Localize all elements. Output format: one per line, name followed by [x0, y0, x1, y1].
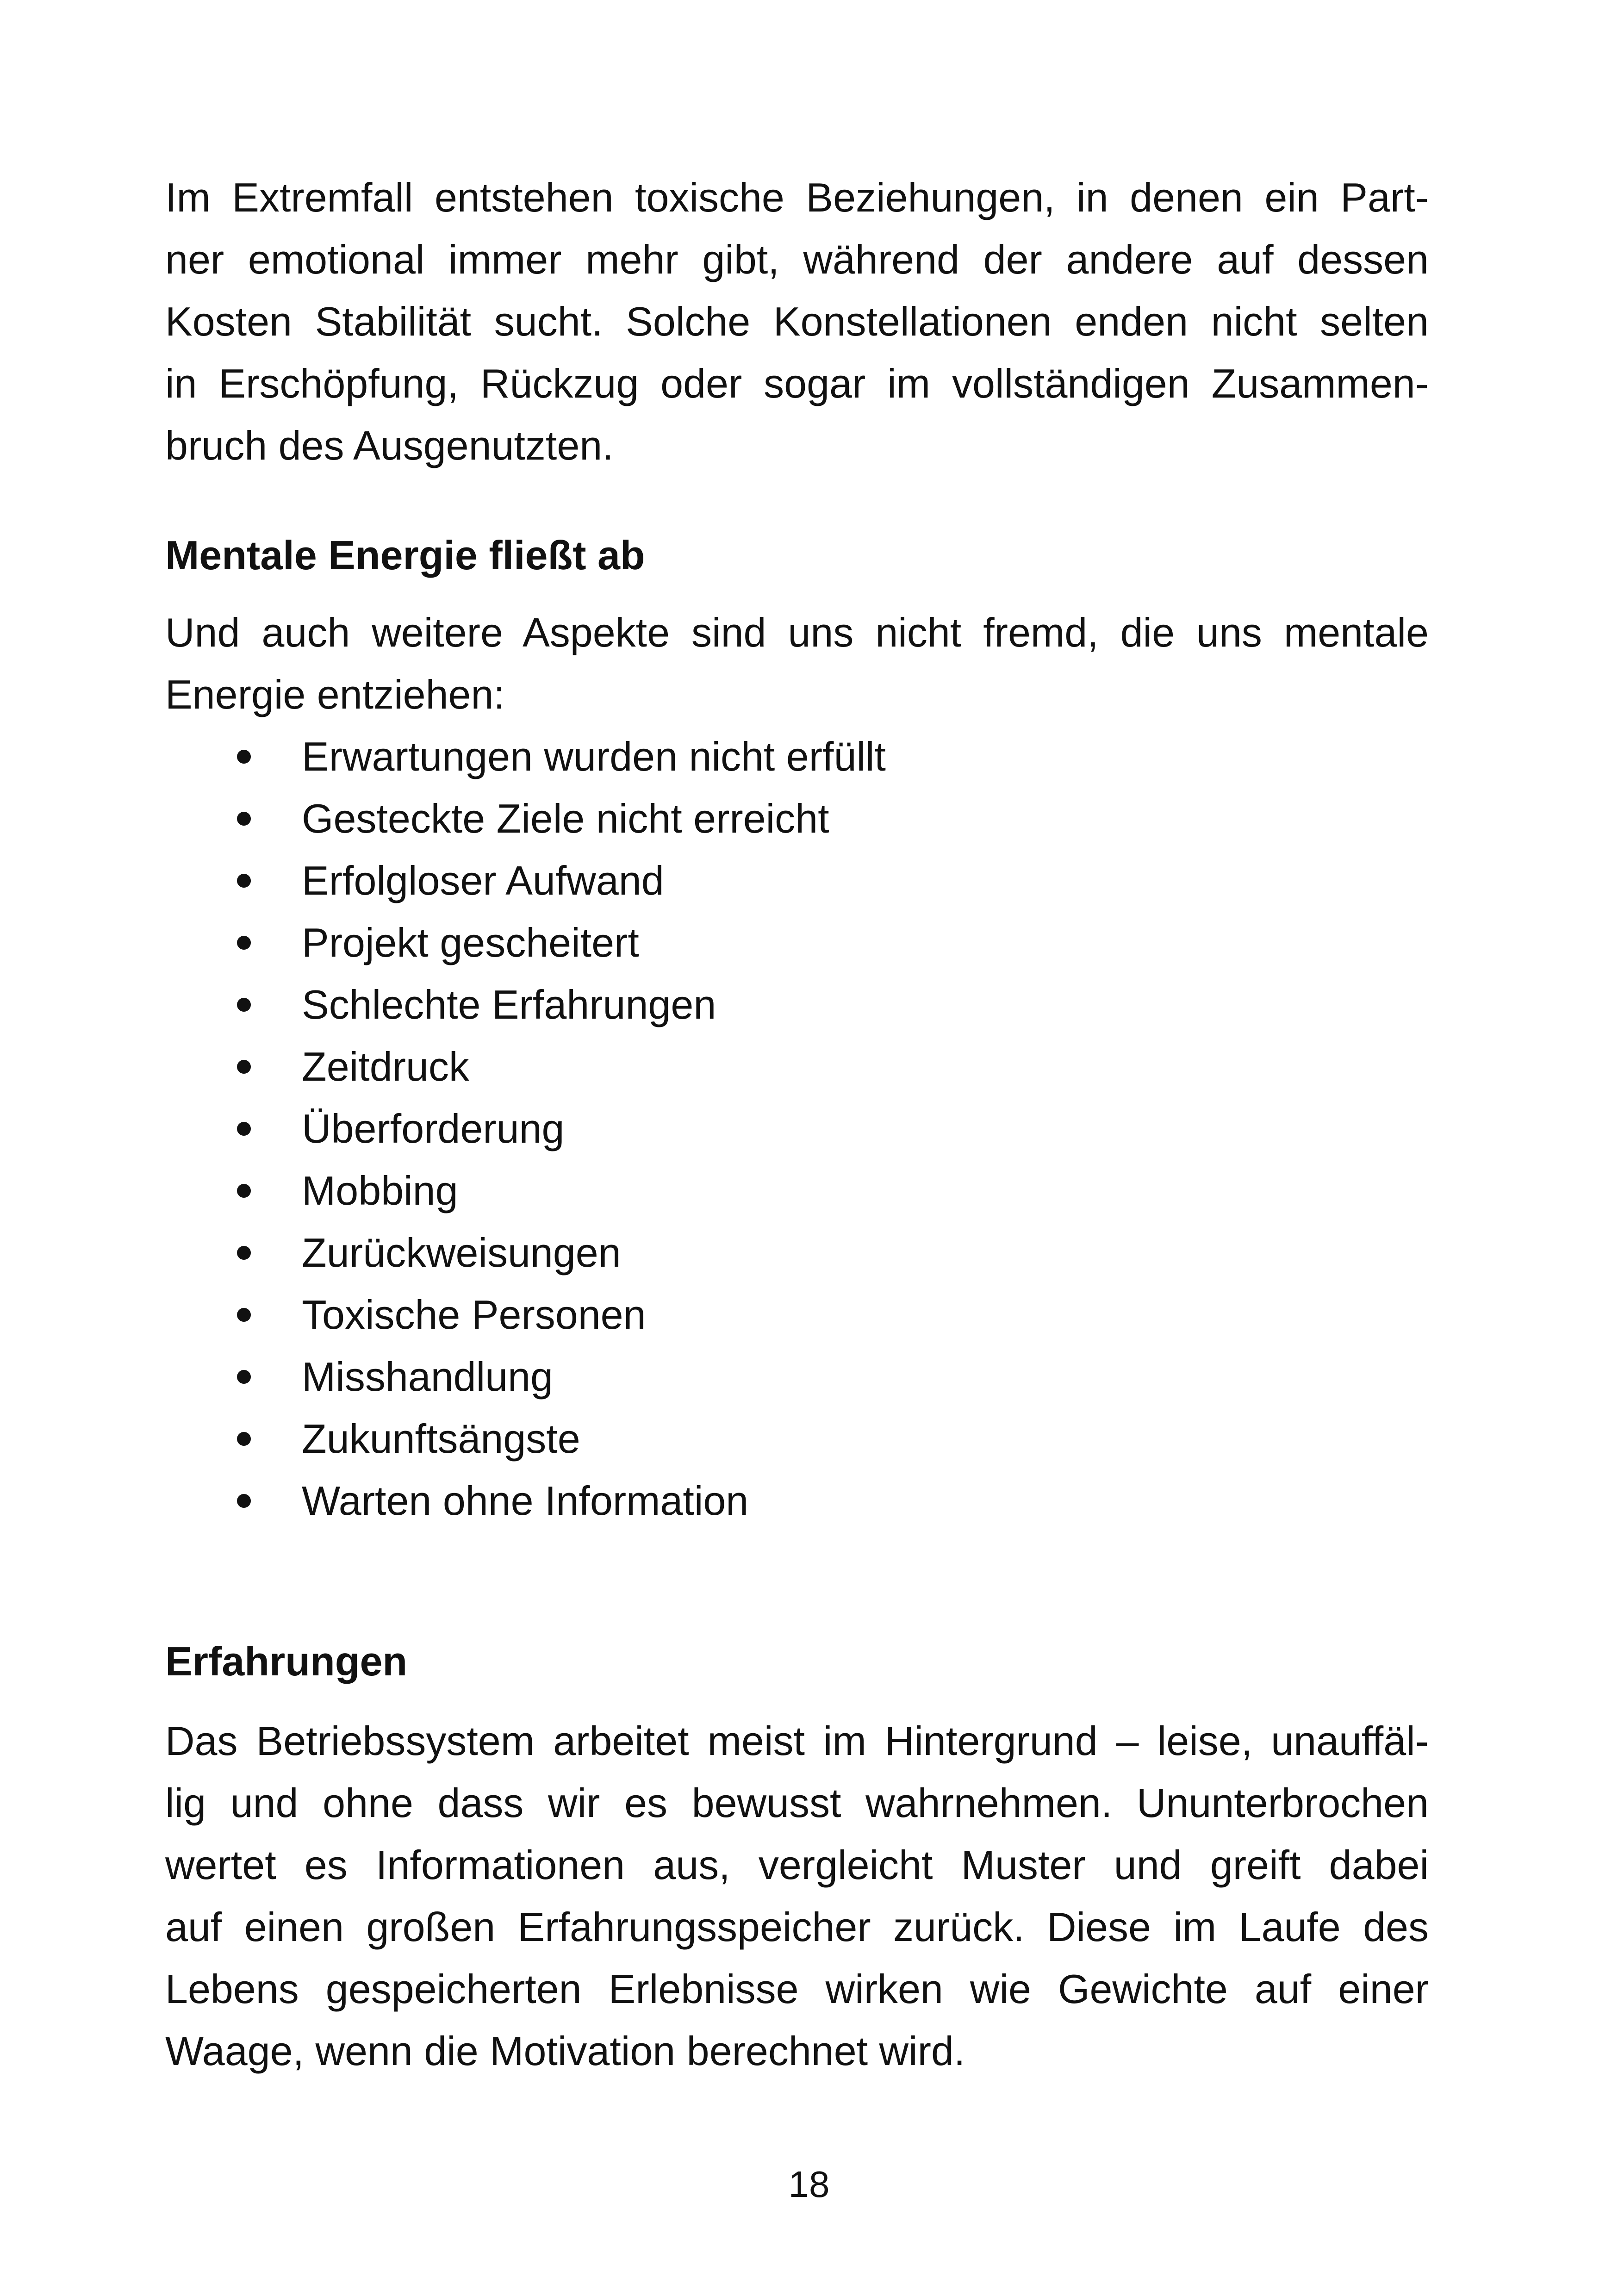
- list-item-text: Zurückweisungen: [302, 1230, 621, 1276]
- section-heading-mentale-energie: Mentale Energie fließt ab: [165, 532, 645, 578]
- list-item: [165, 850, 886, 912]
- paragraph-line: Lebens gespeicherten Erlebnisse wirken wie Gewichte auf einer: [165, 1966, 1429, 2012]
- paragraph-text: [165, 1710, 1429, 2082]
- list-item: [165, 1222, 886, 1284]
- paragraph-line: auf einen großen Erfahrungsspeicher zurück. Diese im Laufe des: [165, 1904, 1429, 1950]
- list-item: [165, 1408, 886, 1470]
- bullet-icon: [237, 750, 251, 764]
- list-item: [165, 1346, 886, 1408]
- list-item: [165, 1098, 886, 1160]
- list-item-text: Warten ohne Information: [302, 1478, 749, 1524]
- section-heading-erfahrungen: Erfahrungen: [165, 1638, 408, 1684]
- bullet-icon: [237, 1308, 251, 1322]
- list-item-text: Schlechte Erfahrungen: [302, 982, 716, 1027]
- bullet-icon: [237, 1122, 251, 1136]
- bullet-icon: [237, 1060, 251, 1074]
- list-item: [165, 974, 886, 1036]
- paragraph-line: wertet es Informationen aus, vergleicht Muster und greift dabei: [165, 1842, 1429, 1888]
- list-item-text: Mobbing: [302, 1168, 458, 1213]
- list-item-text: Projekt gescheitert: [302, 920, 639, 965]
- bullet-icon: [237, 936, 251, 950]
- paragraph-line: Im Extremfall entstehen toxische Beziehungen, in denen ein Part-: [165, 174, 1429, 220]
- list-item: [165, 726, 886, 788]
- list-item-text: Zukunftsängste: [302, 1416, 580, 1462]
- bullet-icon: [237, 998, 251, 1012]
- list-item: [165, 1470, 886, 1532]
- paragraph-line: bruch des Ausgenutzten.: [165, 423, 614, 468]
- paragraph-intro: [165, 167, 1429, 477]
- bullet-icon: [237, 1432, 251, 1446]
- bullet-icon: [237, 1370, 251, 1384]
- list-item-text: Misshandlung: [302, 1354, 553, 1400]
- list-item-text: Erfolgloser Aufwand: [302, 858, 664, 903]
- paragraph-line: Kosten Stabilität sucht. Solche Konstellationen enden nicht selten: [165, 299, 1429, 344]
- list-item: [165, 912, 886, 974]
- list-item-text: Erwartungen wurden nicht erfüllt: [302, 734, 886, 779]
- bullet-icon: [237, 1246, 251, 1260]
- paragraph-line: in Erschöpfung, Rückzug oder sogar im vollständigen Zusammen-: [165, 361, 1429, 406]
- paragraph-text: [165, 167, 1429, 477]
- list-item-text: Überforderung: [302, 1106, 565, 1151]
- bullet-icon: [237, 1494, 251, 1508]
- list-item: [165, 1036, 886, 1098]
- paragraph-line: Das Betriebssystem arbeitet meist im Hintergrund – leise, unauffäl-: [165, 1718, 1429, 1764]
- section-intro: [165, 602, 1429, 726]
- list-item-text: Zeitdruck: [302, 1044, 469, 1089]
- bullet-icon: [237, 812, 251, 826]
- paragraph-line: lig und ohne dass wir es bewusst wahrnehmen. Ununterbrochen: [165, 1780, 1429, 1826]
- bullet-list: [165, 726, 886, 1532]
- paragraph-line: Waage, wenn die Motivation berechnet wird.: [165, 2028, 965, 2074]
- paragraph-line: Energie entziehen:: [165, 672, 505, 717]
- bullet-icon: [237, 1184, 251, 1198]
- paragraph-line: Und auch weitere Aspekte sind uns nicht fremd, die uns mentale: [165, 610, 1429, 655]
- page-number: 18: [788, 2164, 830, 2205]
- list-item: [165, 788, 886, 850]
- paragraph-erfahrungen: [165, 1710, 1429, 2082]
- list-item: [165, 1284, 886, 1346]
- list-item-text: Toxische Personen: [302, 1292, 646, 1338]
- paragraph-line: ner emotional immer mehr gibt, während der andere auf dessen: [165, 236, 1429, 282]
- list-item: [165, 1160, 886, 1222]
- list-item-text: Gesteckte Ziele nicht erreicht: [302, 796, 829, 841]
- paragraph-text: [165, 602, 1429, 726]
- bullet-icon: [237, 874, 251, 888]
